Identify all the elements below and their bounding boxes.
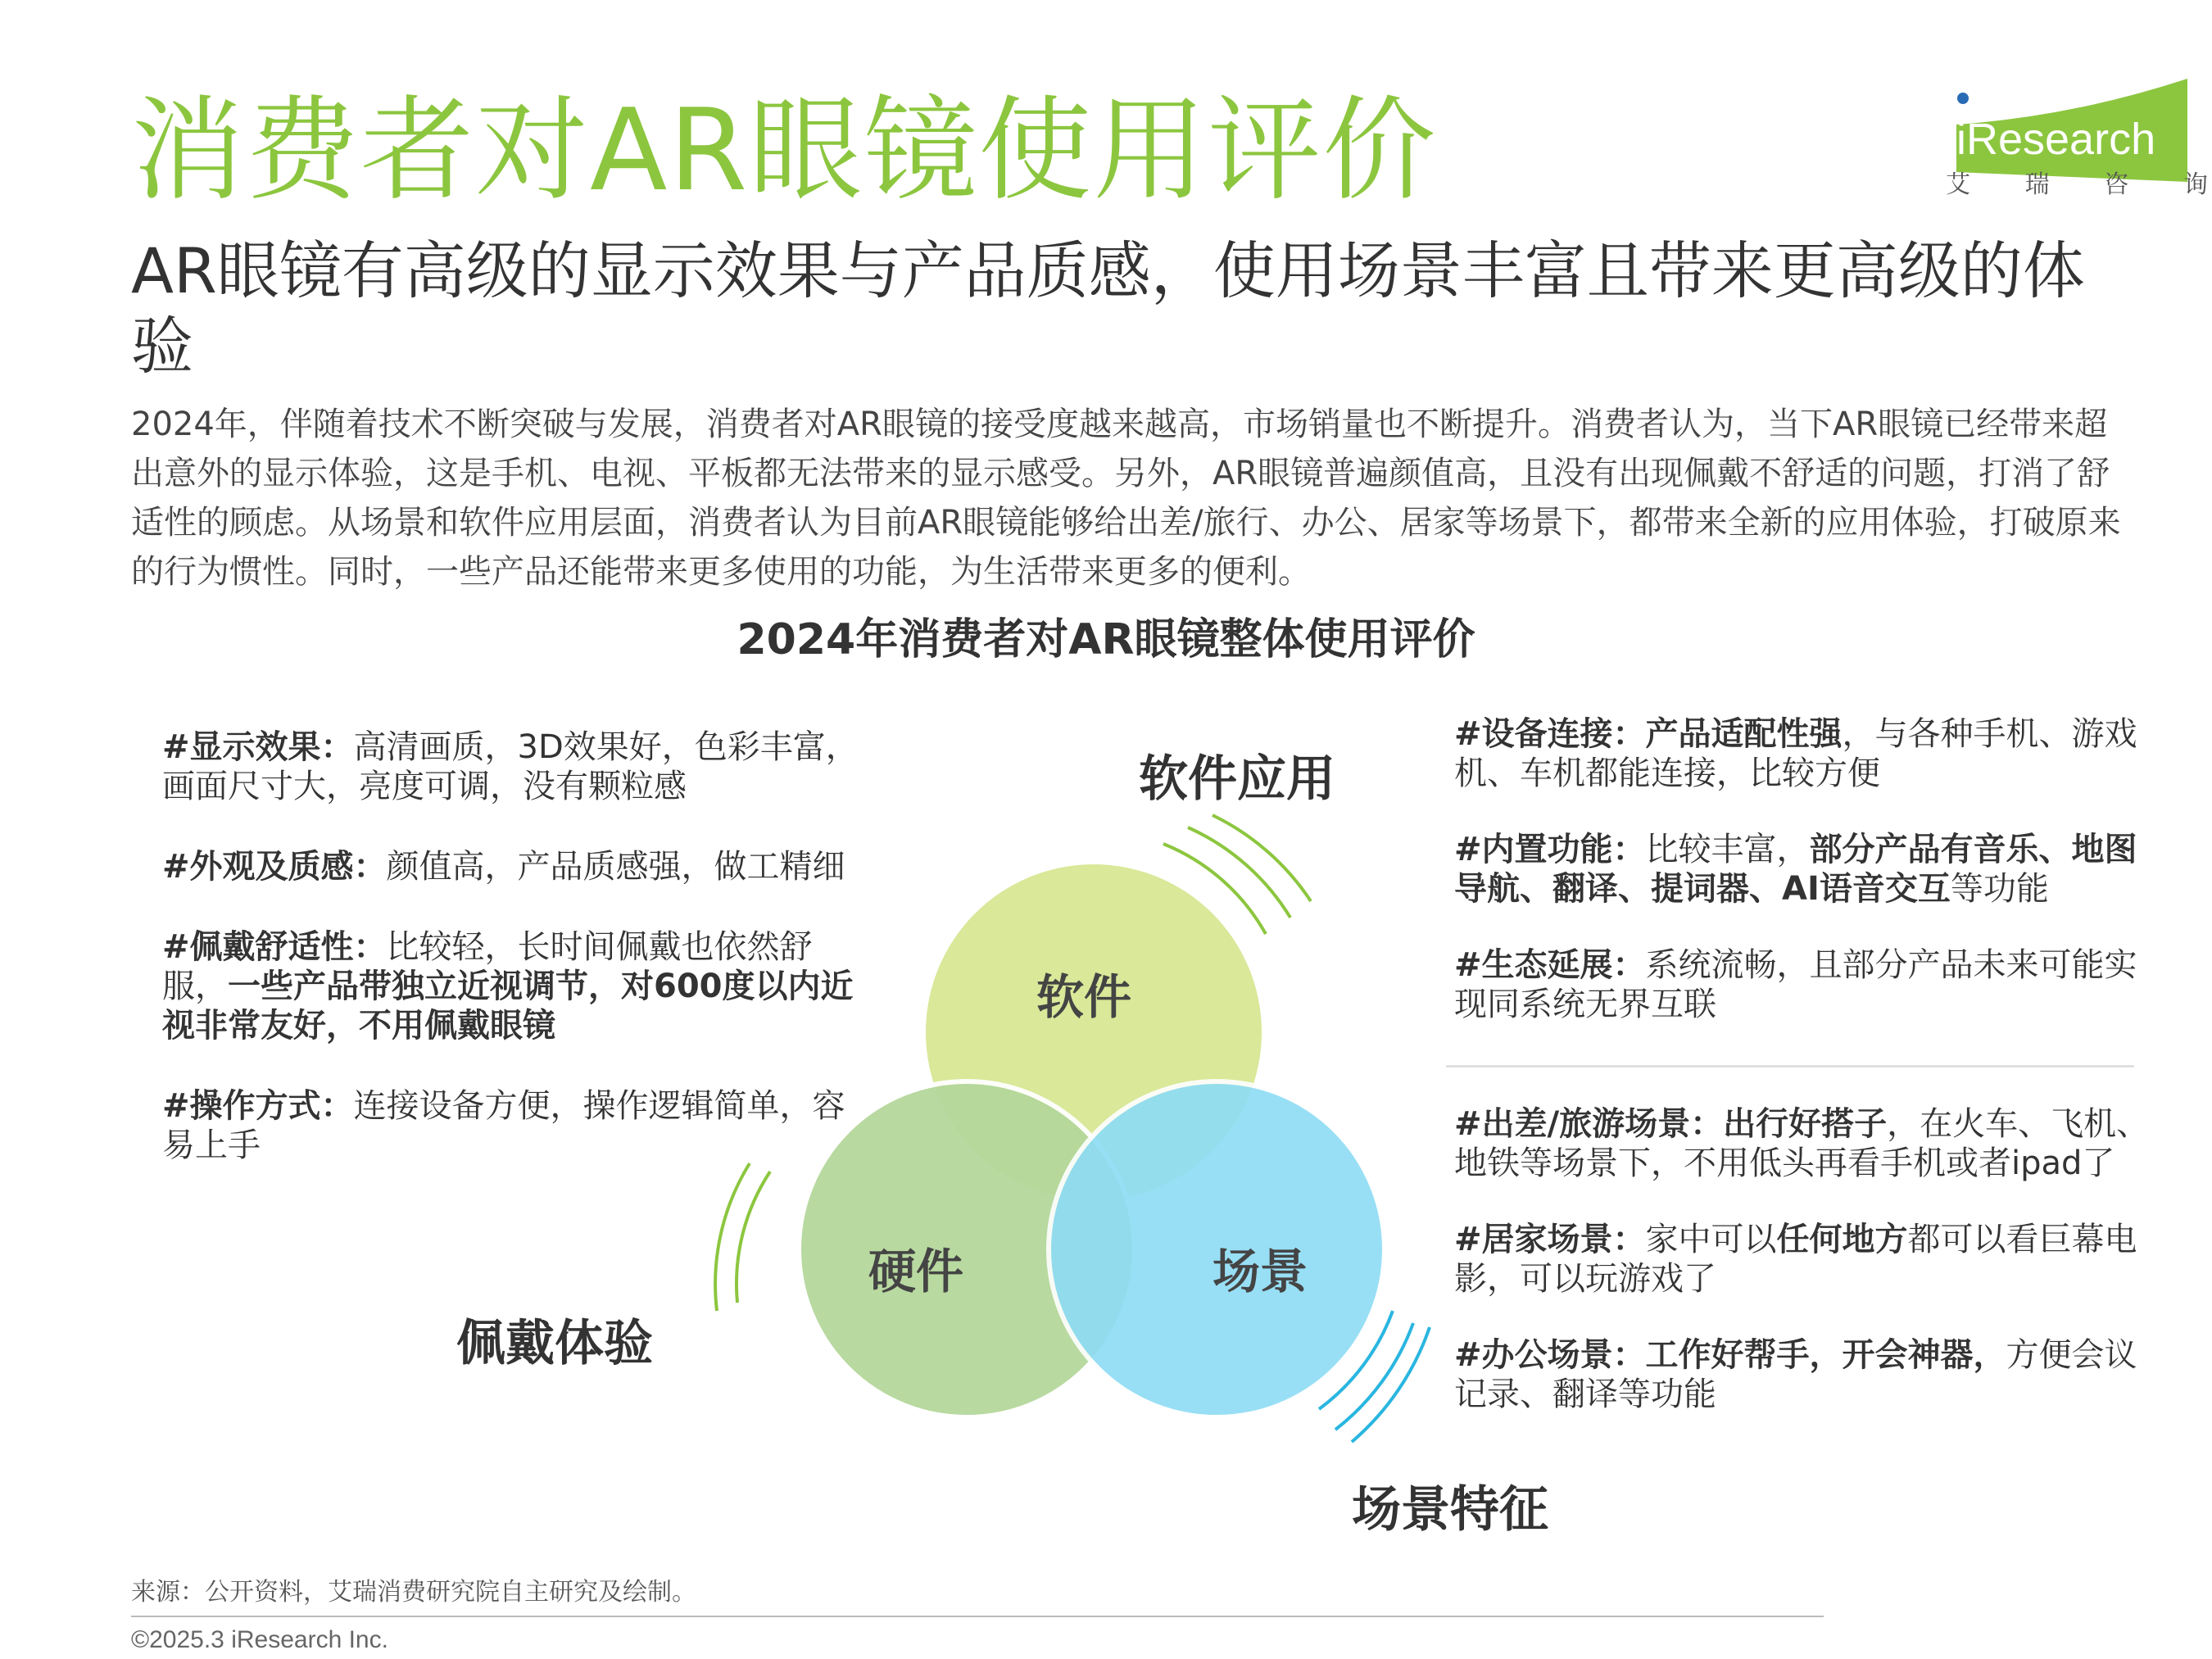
arc-icon	[1188, 827, 1290, 918]
feature-tag: #出差/旅游场景：	[1454, 1105, 1724, 1143]
feature-tag: #操作方式：	[162, 1087, 354, 1125]
feature-item	[162, 927, 867, 1045]
logo-sub-char: 询	[2183, 170, 2208, 199]
feature-text: 都可以看巨幕电影，可以玩游戏了	[1454, 1221, 2137, 1298]
feature-text-bold: 出行好搭子	[1723, 1105, 1888, 1143]
feature-tag: #生态延展：	[1454, 946, 1646, 984]
right-top-feature-list	[1454, 714, 2151, 1024]
source-note: 来源：公开资料，艾瑞消费研究院自主研究及绘制。	[131, 1578, 696, 1607]
right-bottom-feature-list	[1454, 1104, 2151, 1414]
feature-tag: #佩戴舒适性：	[162, 928, 387, 966]
decorative-arcs-green-left	[715, 1163, 770, 1311]
feature-text: 连接设备方便，操作逻辑简单，容易上手	[162, 1087, 845, 1164]
feature-item	[1454, 714, 2151, 793]
intro-paragraph: 2024年，伴随着技术不断突破与发展，消费者对AR眼镜的接受度越来越高，市场销量也不断提升。消费者认为，当下AR眼镜已经带来超出意外的显示体验，这是手机、电视、平板都无法带来的显示感受。另外，AR眼镜普遍颜值高，且没有出现佩戴不舒适的问题，打消了舒适性的顾虑。从场景和软件应用层面，消费者认为目前AR眼镜能够给出差/旅行、办公、居家等场景下，都带来全新的应用体验，打破原来的行为惯性。同时，一些产品还能带来更多使用的功能，为生活带来更多的便利。	[131, 406, 2121, 591]
feature-text-bold: 一些产品带独立近视调节，对600度以内近视非常友好，不用佩戴眼镜	[162, 968, 854, 1045]
feature-tag: #居家场景：	[1454, 1221, 1646, 1258]
left-feature-list	[162, 728, 867, 1165]
feature-tag: #外观及质感：	[162, 848, 387, 886]
arc-icon	[715, 1163, 750, 1311]
feature-text-bold: 部分产品有音乐、地图导航、翻译、提词器、AI语音交互	[1454, 831, 2137, 908]
feature-text: 比较丰富，	[1645, 831, 1810, 868]
category-label-wearing: 佩戴体验	[456, 1315, 653, 1372]
feature-text-bold: 工作好帮手，开会神器，	[1645, 1336, 2006, 1374]
chart-title: 2024年消费者对AR眼镜整体使用评价	[737, 615, 1475, 664]
feature-text: 高清画质，3D效果好，色彩丰富，画面尺寸大，亮度可调，没有颗粒感	[162, 728, 859, 805]
logo-sub-char: 咨	[2104, 170, 2129, 199]
feature-text-bold: 产品适配性强	[1645, 715, 1843, 753]
feature-item	[1454, 1335, 2151, 1414]
category-label-scene: 场景特征	[1352, 1481, 1548, 1539]
feature-text: 等功能	[1950, 870, 2049, 908]
page-subtitle: AR眼镜有高级的显示效果与产品质感，使用场景丰富且带来更高级的体验	[131, 234, 2085, 383]
logo-sub-char: 艾	[1946, 170, 1970, 199]
circle-label-hardware: 硬件	[868, 1244, 964, 1299]
circle-label-software: 软件	[1036, 969, 1132, 1025]
section-divider	[1446, 1065, 2134, 1067]
feature-item	[162, 728, 867, 806]
feature-item	[162, 847, 867, 886]
feature-text: 颜值高，产品质感强，做工精细	[386, 848, 845, 886]
feature-tag: #设备连接：	[1454, 715, 1646, 753]
feature-text: 比较轻，长时间佩戴也依然舒服，	[162, 928, 813, 1005]
circle-label-scene: 场景	[1213, 1244, 1308, 1299]
feature-text: ，与各种手机、游戏机、车机都能连接，比较方便	[1454, 715, 2137, 792]
feature-text: 系统流畅，且部分产品未来可能实现同系统无界互联	[1454, 946, 2137, 1023]
arc-icon	[737, 1172, 770, 1303]
feature-item	[1454, 830, 2151, 909]
arc-icon	[1213, 815, 1311, 901]
feature-item	[1454, 945, 2151, 1024]
feature-text: 家中可以	[1645, 1221, 1777, 1258]
logo-sub-char: 瑞	[2024, 170, 2050, 199]
arc-icon	[1352, 1327, 1430, 1442]
page-title: 消费者对AR眼镜使用评价	[131, 84, 1438, 216]
feature-item	[162, 1086, 867, 1165]
logo-text: iResearch	[1956, 115, 2156, 164]
feature-tag: #显示效果：	[162, 728, 354, 766]
feature-text-bold: 任何地方	[1776, 1221, 1908, 1258]
feature-item	[1454, 1220, 2151, 1299]
feature-text: 方便会议记录、翻译等功能	[1454, 1336, 2137, 1413]
feature-item	[1454, 1104, 2151, 1183]
feature-tag: #办公场景：	[1454, 1336, 1646, 1374]
category-label-software: 软件应用	[1139, 750, 1335, 808]
feature-text: ，在火车、飞机、地铁等场景下，不用低头再看手机或者ipad了	[1454, 1105, 2150, 1182]
copyright: ©2025.3 iResearch Inc.	[131, 1626, 388, 1653]
feature-tag: #内置功能：	[1454, 831, 1646, 868]
footer-divider	[131, 1616, 1824, 1617]
